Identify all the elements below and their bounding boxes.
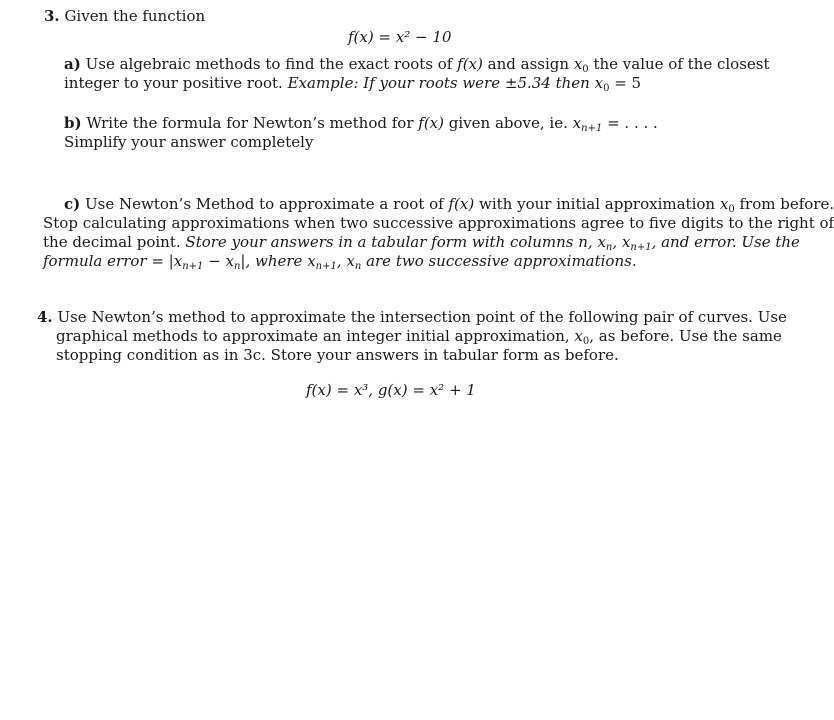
- q4-text-1: Use Newton’s method to approximate the intersection point of the following pair of curves. Use: [57, 308, 787, 326]
- q3b-line1: [64, 114, 658, 133]
- q4-var-sub: 0: [582, 336, 590, 347]
- q4-equation: f(x) = x³, g(x) = x² + 1: [306, 381, 476, 399]
- q3a-text-4: integer to your positive root.: [64, 74, 283, 92]
- q3c-line1: [64, 195, 834, 214]
- q4-text-2: graphical methods to approximate an integer initial approximation,: [56, 327, 570, 345]
- q3-heading: [44, 7, 205, 26]
- q3a-example: Example: If your roots were ±5.34 then x: [287, 74, 604, 92]
- q4-line1: [37, 308, 787, 327]
- q3a-text-2: and assign: [487, 55, 570, 73]
- q3c-fx: f(x): [448, 195, 475, 213]
- q3c-var: x: [719, 195, 729, 213]
- q3c-instr-3: , and error. Use the: [651, 233, 800, 251]
- q3-number: 3.: [44, 7, 60, 25]
- q3a-line1: [64, 55, 770, 74]
- q3c-line2: Stop calculating approximations when two successive approximations agree to five digits to the right of: [43, 214, 834, 232]
- q3c-formula-sub-1: n+1: [182, 261, 204, 272]
- q3c-var-sub: 0: [728, 204, 735, 215]
- q3b-var: x: [572, 114, 582, 132]
- q3a-var-sub: 0: [582, 64, 589, 75]
- q4-line3: stopping condition as in 3c. Store your answers in tabular form as before.: [56, 346, 619, 364]
- q3c-formula-sub-3: n+1: [315, 261, 337, 272]
- q3c-formula-4: , x: [336, 252, 355, 270]
- q3c-sub-2: n+1: [630, 242, 652, 253]
- q3b-line2: Simplify your answer completely: [64, 133, 314, 151]
- q4-line2: [56, 327, 782, 346]
- q3c-line4: [43, 252, 637, 271]
- q3c-formula-5: are two successive approximations.: [361, 252, 637, 270]
- q3c-formula-3: |, where x: [240, 252, 316, 270]
- q3c-label: c): [64, 195, 81, 213]
- q3c-instr-1: Store your answers in a tabular form with columns n, x: [185, 233, 606, 251]
- q3a-var: x: [573, 55, 583, 73]
- q3a-example-sub: 0: [603, 83, 610, 94]
- q3-function: f(x) = x² − 10: [348, 28, 452, 46]
- q3a-text-3: the value of the closest: [593, 55, 770, 73]
- q3b-text-3: = . . . .: [607, 114, 658, 132]
- q3c-formula-sub-4: n: [354, 261, 362, 272]
- q3c-line3: [43, 233, 800, 252]
- q3b-text-2: given above, ie.: [448, 114, 568, 132]
- q3b-text-1: Write the formula for Newton’s method for: [86, 114, 414, 132]
- q3c-formula-2: − x: [203, 252, 234, 270]
- q3c-text-4: the decimal point.: [43, 233, 181, 251]
- q3a-fx: f(x): [457, 55, 483, 73]
- q3c-text-3: from before.: [739, 195, 834, 213]
- q4-var: x: [574, 327, 583, 345]
- q3a-example-end: = 5: [614, 74, 642, 92]
- q3b-fx: f(x): [418, 114, 444, 132]
- q3a-line2: [64, 74, 641, 93]
- q3a-label: a): [64, 55, 81, 73]
- q3b-var-sub: n+1: [581, 123, 603, 134]
- q3c-text-2: with your initial approximation: [479, 195, 716, 213]
- q3c-formula-1: formula error = |x: [43, 252, 183, 270]
- q3-intro: Given the function: [64, 7, 206, 25]
- q3c-sub-1: n: [605, 242, 613, 253]
- q4-text-3: , as before. Use the same: [589, 327, 782, 345]
- q3b-label: b): [64, 114, 82, 132]
- q3a-text-1: Use algebraic methods to find the exact roots of: [85, 55, 453, 73]
- q3c-instr-2: , x: [612, 233, 631, 251]
- q4-number: 4.: [37, 308, 53, 326]
- q3c-text-1: Use Newton’s Method to approximate a root of: [85, 195, 444, 213]
- q3c-formula-sub-2: n: [233, 261, 241, 272]
